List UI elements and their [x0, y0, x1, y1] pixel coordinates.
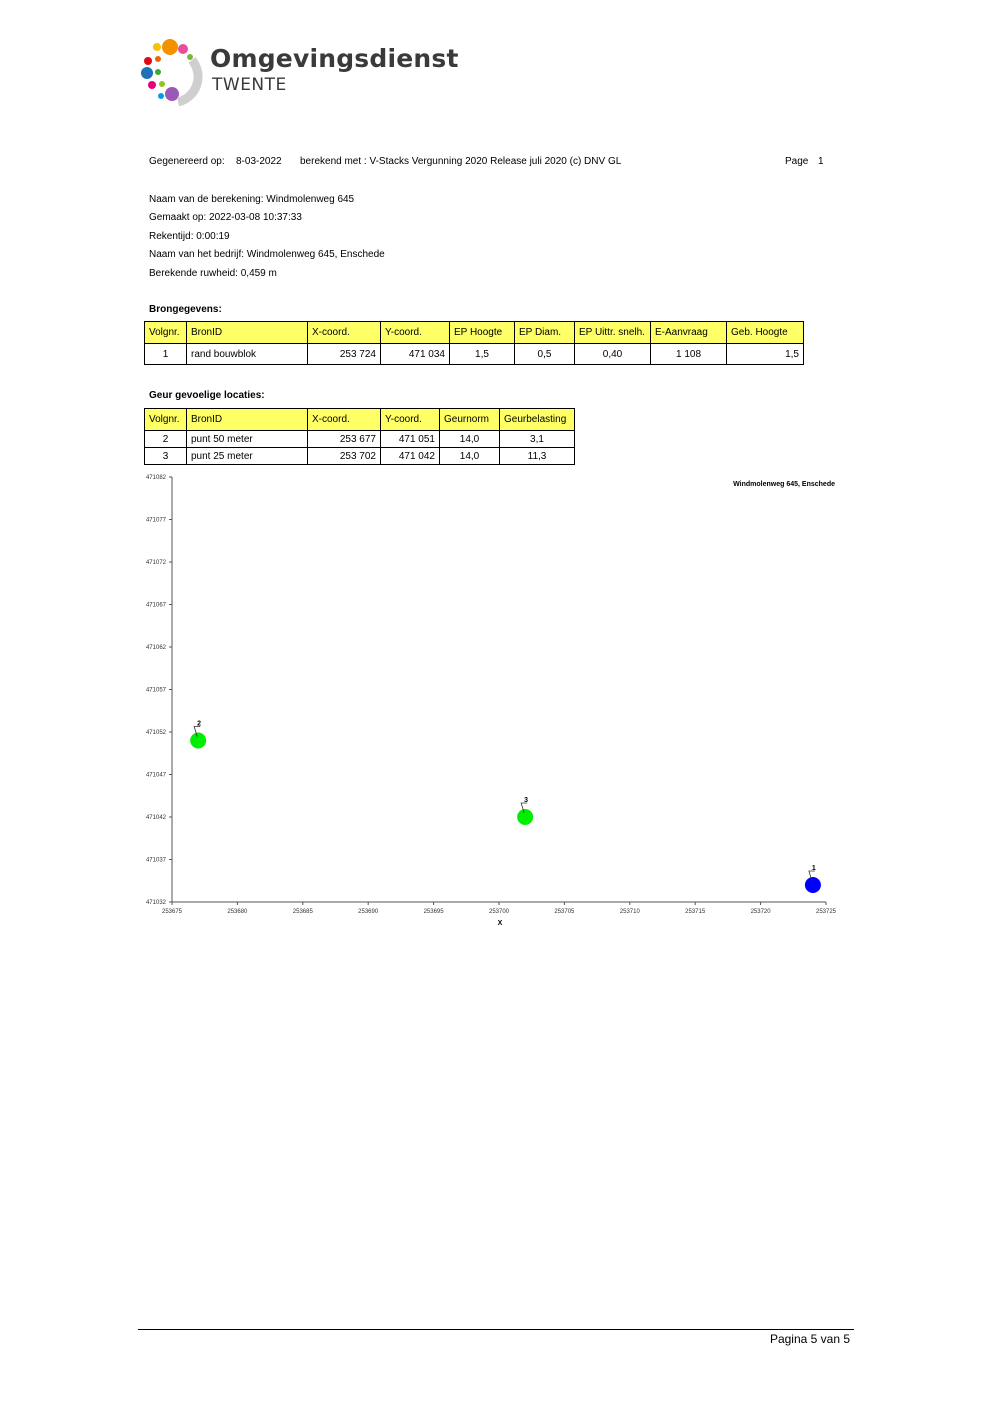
y-tick-label: 471042: [145, 815, 166, 821]
cell: 14,0: [440, 431, 500, 448]
y-tick-label: 471032: [145, 900, 166, 906]
cell: 253 702: [308, 448, 381, 465]
col-header: E-Aanvraag: [651, 322, 727, 344]
y-tick-label: 471067: [145, 602, 166, 609]
cell: 11,3: [500, 448, 575, 465]
cell: 471 034: [381, 344, 450, 365]
brand-name: Omgevingsdienst: [210, 44, 459, 73]
col-header: Geb. Hoogte: [727, 322, 804, 344]
cell: 14,0: [440, 448, 500, 465]
footer-divider: [138, 1329, 854, 1330]
x-tick-label: 253680: [227, 909, 248, 915]
y-tick-label: 471037: [145, 857, 166, 864]
cell: 253 724: [308, 344, 381, 365]
table-row: [145, 431, 575, 448]
cell: 3,1: [500, 431, 575, 448]
table-row: [145, 448, 575, 465]
x-tick-label: 253700: [488, 909, 510, 915]
calc-name: Naam van de berekening: Windmolenweg 645: [149, 194, 355, 205]
sources-table: [144, 321, 804, 365]
brand-subtitle: TWENTE: [212, 75, 287, 95]
cell: 471 042: [381, 448, 440, 465]
cell: 1: [145, 344, 187, 365]
y-tick-label: 471062: [145, 645, 166, 651]
x-tick-label: 253690: [358, 909, 379, 915]
generated-date: 8-03-2022: [236, 156, 282, 167]
col-header: EP Hoogte: [450, 322, 515, 344]
cell: 1 108: [651, 344, 727, 365]
made-on: Gemaakt op: 2022-03-08 10:37:33: [149, 212, 302, 223]
cell: 0,40: [575, 344, 651, 365]
x-tick-label: 253720: [750, 909, 771, 915]
point-label: 3: [524, 797, 529, 804]
cell: 2: [145, 431, 187, 448]
table-header-row: [145, 322, 804, 344]
roughness: Berekende ruwheid: 0,459 m: [149, 268, 277, 279]
col-header: Geurbelasting: [500, 409, 575, 431]
cell: 1,5: [450, 344, 515, 365]
logo-mark: [138, 38, 208, 106]
col-header: Volgnr.: [145, 409, 187, 431]
col-header: Y-coord.: [381, 322, 450, 344]
x-tick-label: 253715: [685, 909, 706, 915]
x-tick-label: 253705: [554, 909, 575, 915]
col-header: BronID: [187, 409, 308, 431]
x-tick-label: 253695: [423, 909, 444, 915]
calc-time: Rekentijd: 0:00:19: [149, 231, 230, 242]
y-tick-label: 471082: [145, 475, 166, 481]
data-point: [517, 809, 533, 825]
y-tick-label: 471077: [145, 517, 166, 524]
y-tick-label: 471057: [145, 687, 166, 694]
page-label: Page: [785, 156, 809, 167]
cell: punt 50 meter: [187, 431, 308, 448]
chart-title: Windmolenweg 645, Enschede: [733, 481, 835, 488]
generated-label: Gegenereerd op:: [149, 156, 225, 167]
cell: rand bouwblok: [187, 344, 308, 365]
point-label: 2: [197, 720, 202, 728]
company-name: Naam van het bedrijf: Windmolenweg 645, Enschede: [149, 249, 385, 260]
data-point: [190, 733, 206, 749]
col-header: EP Uittr. snelh.: [575, 322, 651, 344]
cell: 0,5: [515, 344, 575, 365]
y-tick-label: 471047: [145, 772, 166, 779]
page-number: 1: [818, 156, 824, 167]
col-header: Volgnr.: [145, 322, 187, 344]
cell: 1,5: [727, 344, 804, 365]
calc-with: berekend met : V-Stacks Vergunning 2020 Release juli 2020 (c) DNV GL: [300, 156, 622, 167]
table-header-row: [145, 409, 575, 431]
sources-title: Brongegevens:: [149, 304, 222, 315]
scatter-chart: [130, 466, 855, 936]
y-tick-label: 471072: [145, 560, 166, 566]
cell: 3: [145, 448, 187, 465]
x-tick-label: 253710: [619, 909, 640, 915]
x-axis-label: X: [497, 920, 503, 927]
x-tick-label: 253675: [161, 909, 183, 915]
col-header: X-coord.: [308, 322, 381, 344]
data-point: [805, 877, 821, 893]
col-header: EP Diam.: [515, 322, 575, 344]
x-tick-label: 253725: [815, 909, 837, 915]
locations-table: [144, 408, 575, 465]
col-header: BronID: [187, 322, 308, 344]
cell: punt 25 meter: [187, 448, 308, 465]
table-row: [145, 344, 804, 365]
footer-page-number: Pagina 5 van 5: [769, 1332, 850, 1346]
col-header: Y-coord.: [381, 409, 440, 431]
col-header: X-coord.: [308, 409, 381, 431]
locations-title: Geur gevoelige locaties:: [149, 390, 265, 401]
y-tick-label: 471052: [145, 730, 166, 736]
cell: 471 051: [381, 431, 440, 448]
cell: 253 677: [308, 431, 381, 448]
col-header: Geurnorm: [440, 409, 500, 431]
x-tick-label: 253685: [292, 909, 313, 915]
point-label: 1: [811, 865, 816, 872]
